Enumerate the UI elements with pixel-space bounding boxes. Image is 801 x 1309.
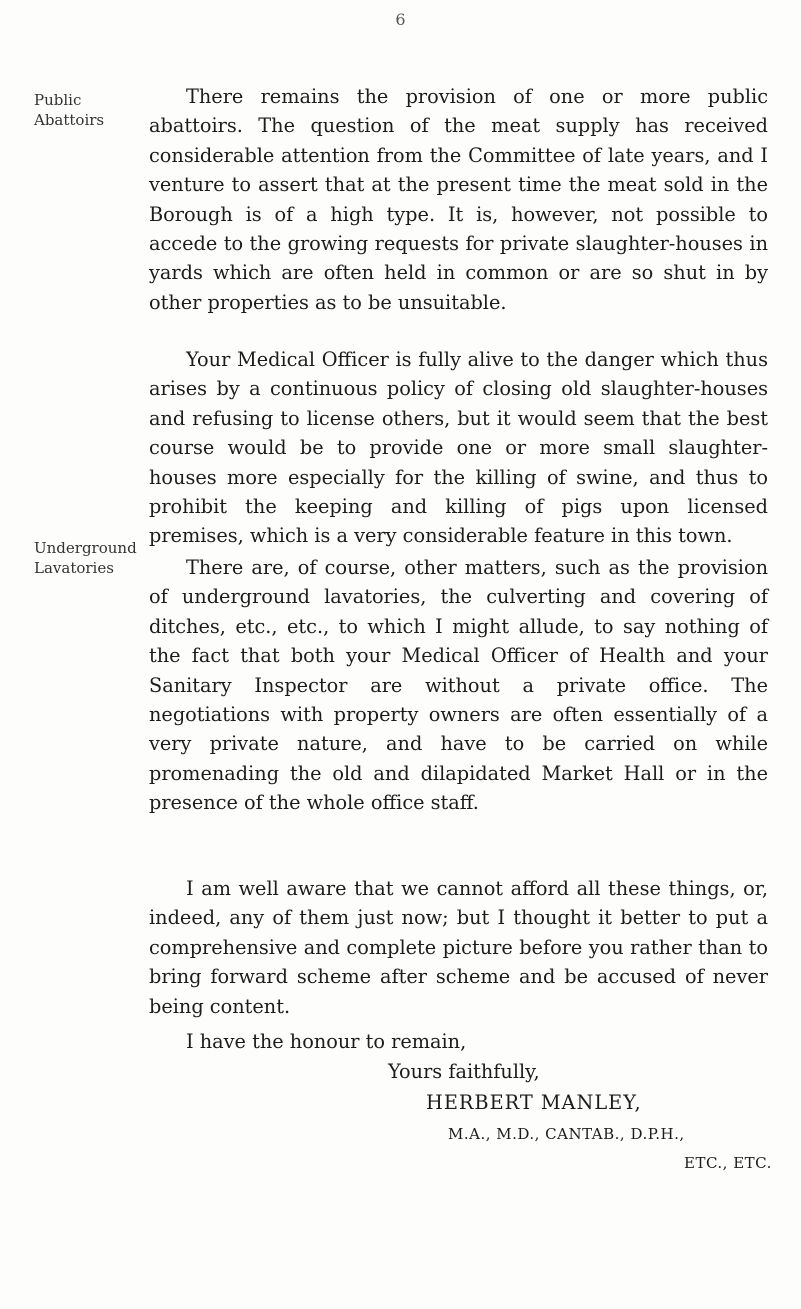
paragraph-slaughter-houses: Your Medical Officer is fully alive to the danger which thus arises by a continuous policy of closing old slaughter-houses and refusing to license others, but it would seem that the best course would be to provide one or more small slaughter-houses more especially for the killing of swine, and thus to prohibit the keeping and killing of pigs upon licensed premises, which is a very considerable feature in this town. (149, 348, 768, 548)
signature-credentials: M.A., M.D., CANTAB., D.P.H., (448, 1125, 685, 1143)
closing-salutation: I have the honour to remain, (186, 1030, 467, 1053)
margin-note-underground-lavatories: Underground Lavatories (34, 539, 137, 577)
paragraph-comprehensive-picture: I am well aware that we cannot afford all these things, or, indeed, any of them just now; but I thought it better to put a comprehensive and complete picture before you rather than to bring forward scheme after scheme and be accused of never being content. (149, 877, 768, 1018)
signature-credentials-etc: ETC., ETC. (684, 1154, 772, 1172)
paragraph-abattoirs: There remains the provision of one or more public abattoirs. The question of the meat supply has received considerable attention from the Committee of late years, and I venture to assert that at the present time the meat sold in the Borough is of a high type. It is, however, not possible to accede to the growing requests for private slaughter-houses in yards which are often held in common or are so shut in by other properties as to be unsuitable. (149, 85, 768, 314)
page-number: 6 (395, 10, 406, 29)
paragraph-underground-lavatories: There are, of course, other matters, such as the provision of underground lavatories, the culverting and covering of ditches, etc., etc., to which I might allude, to say nothing of the fact that both your Medical Officer of Health and your Sanitary Inspector are without a private office. The negotiations with property owners are often essentially of a very private nature, and have to be carried on while promenading the old and dilapidated Market Hall or in the presence of the whole office staff. (149, 556, 768, 815)
signature-name: HERBERT MANLEY, (426, 1091, 642, 1114)
closing-valediction: Yours faithfully, (388, 1060, 540, 1083)
margin-note-public-abattoirs: Public Abattoirs (34, 91, 105, 129)
